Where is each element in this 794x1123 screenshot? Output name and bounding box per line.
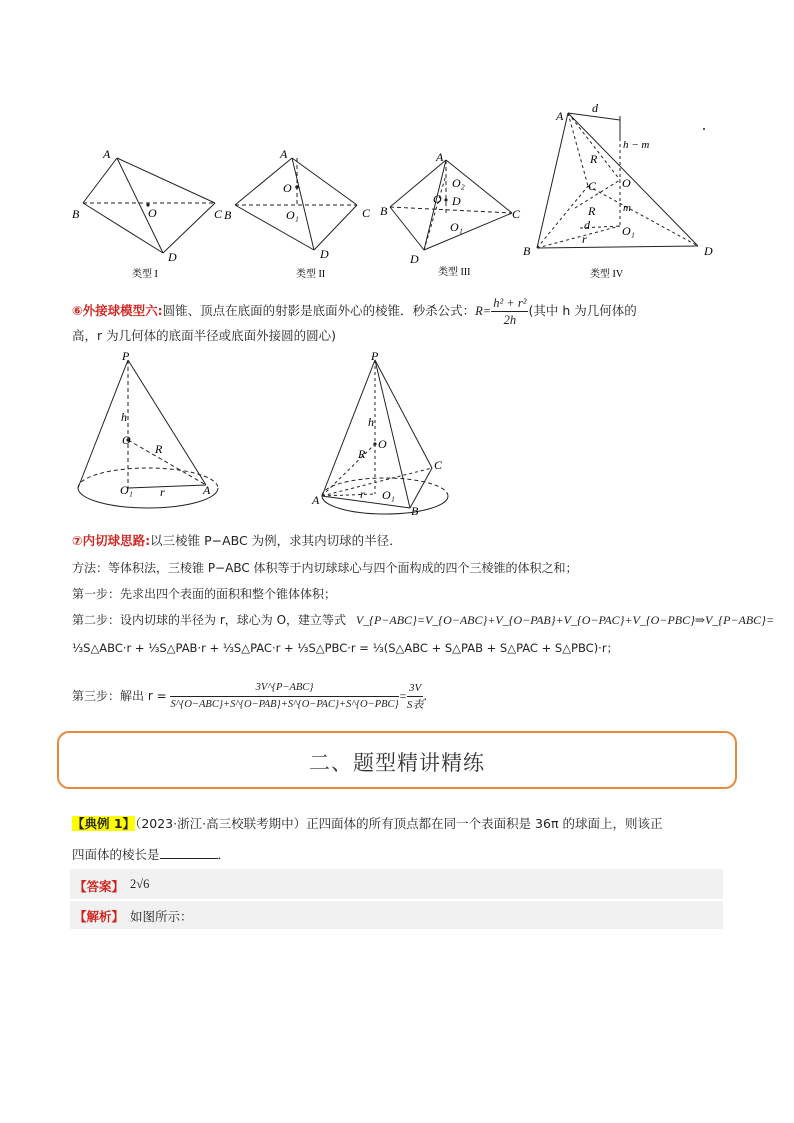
label-m: m [623,202,631,214]
step3-frac2: $\frac{3V}{\text{S表}}$ [406,682,424,711]
label-R: R [155,442,163,456]
formula-frac: $\frac{\text{h² + r²}}{2h}$ [493,296,527,327]
label-A: A [312,493,320,507]
figure-type-4 [520,98,720,282]
label-D: D [320,247,329,261]
label-O: O [148,206,157,220]
label-O: O [433,192,442,206]
formula-R: R= [475,304,492,318]
label-O1: O₁ [450,220,463,234]
label-B: B [411,504,419,518]
analysis-value: 如图所示： [130,909,193,924]
step3-frac: $\frac{\text{3V\textasciicircum{}\{P−ABC\}}}{\text{S\textasciicircum{}\{O−ABC\}+S\textasciicircum{}\{O−PAB\}+S\textasciicircum{}\{O−PAC\}+S\textasciicircum{}\{O−PBC\}}}$ [170,682,399,710]
label-O1: O₁ [286,208,299,222]
label-O: O [122,433,131,447]
cone-figure [68,348,228,518]
model7-text: 以三棱锥 P−ABC 为例，求其内切球的半径． [150,533,402,548]
figure-type-2 [222,145,382,285]
label-D-mid: D [452,194,461,208]
model7-method: 方法：等体积法，三棱锥 P−ABC 体积等于内切球球心与四个面构成的四个三棱锥的体积之和； [72,561,578,575]
label-h: h [368,415,374,429]
label-D: D [704,244,713,258]
stray-dot [703,128,705,130]
label-R: R [588,204,596,218]
analysis-row [70,901,723,929]
section-header-box [57,731,737,789]
label-D: D [410,252,419,266]
label-r: r [582,232,587,246]
label-C: C [362,206,371,220]
label-h: h [121,410,127,424]
label-B: B [72,207,80,221]
model7-step2a: 第二步：设内切球的半径为 r，球心为 O，建立等式 V_{P−ABC}=V_{O−ABC}+V_{O−PAB}+V_{O−PAC}+V_{O−PBC}⇒V_{P−ABC}= [72,613,775,627]
model7-step3: 第三步：解出 r = $\frac{\text{3V\textasciicircum{}\{P−ABC\}}}{\text{S\textasciicircum{}\{O−ABC\}+S\textasciicircum{}\{O−PAB\}+S\textasciicircum{}\{O−PAC\}+S\textasciicircum{}\{O−PBC\}}}$ = $\frac{3V}{\text{S表}}$ . [72,682,428,711]
pyramid-figure [310,348,460,520]
label-r: r [360,487,365,501]
label-B: B [523,244,531,258]
answer-blank [160,846,218,859]
label-O: O [622,176,631,190]
example-line1 [72,814,662,832]
label-B: B [380,204,388,218]
example-tag: 【典例 1】 [72,816,136,831]
type-label: 类型 I [132,269,158,280]
example-text: （2023·浙江·高三校联考期中）正四面体的所有顶点都在同一个表面积是 36π 的球面上，则该正 [135,816,663,831]
label-hm: h − m [623,139,650,151]
label-C: C [214,207,223,221]
label-R: R [358,447,366,461]
figure-type-3 [380,145,540,285]
label-O2: O₂ [452,176,465,190]
label-A: A [203,483,211,497]
label-A: A [103,147,111,161]
label-O1: O₁ [120,483,133,497]
label-A: A [280,147,288,161]
answer-label: 【答案】 [74,879,125,894]
label-A: A [436,150,444,164]
label-R-top: R [590,152,598,166]
model6-text2: (其中 h 为几何体的 [528,303,637,318]
step2-equation: V_{P−ABC}=V_{O−ABC}+V_{O−PAB}+V_{O−PAC}+V_{O−PBC}⇒V_{P−ABC}= [355,613,775,627]
model6-line1 [72,295,637,328]
label-A: A [556,109,564,123]
type-label: 类型 IV [590,269,624,280]
type-label: 类型 II [296,269,326,280]
model7-step2b: ⅓S△ABC·r + ⅓S△PAB·r + ⅓S△PAC·r + ⅓S△PBC·r = ⅓(S△ABC + S△PAB + S△PAC + S△PBC)·r； [72,641,619,655]
label-O1: O₁ [382,488,395,502]
label-O: O [378,437,387,451]
section-title: 二、题型精讲精练 [309,751,485,775]
label-O: O [283,181,292,195]
model7-step1: 第一步：先求出四个表面的面积和整个锥体体积； [72,587,337,601]
label-C: C [588,179,597,193]
label-C: C [434,458,443,472]
example-line2: 四面体的棱长是 ． [72,847,231,862]
model6-text1: 圆锥、顶点在底面的射影是底面外心的棱锥．秒杀公式： [162,303,476,318]
type-label: 类型 III [438,267,471,278]
label-D: D [168,250,177,264]
model6-text3: 高，r 为几何体的底面半径或底面外接圆的圆心) [72,328,336,343]
model7-title: ⑦内切球思路: [72,533,151,548]
label-P: P [122,349,130,363]
label-P: P [371,349,379,363]
figure-type-1 [70,145,230,285]
label-r: r [160,485,165,499]
analysis-label: 【解析】 [74,909,125,924]
model6-title: ⑥外接球模型六: [72,303,163,318]
answer-value: 2√6 [130,877,150,891]
model7-line [72,531,402,549]
label-d: d [584,218,590,232]
label-d-top: d [592,101,598,115]
label-C: C [512,207,521,221]
answer-row [70,869,723,899]
label-O1: O₁ [622,224,635,238]
label-B: B [224,208,232,222]
